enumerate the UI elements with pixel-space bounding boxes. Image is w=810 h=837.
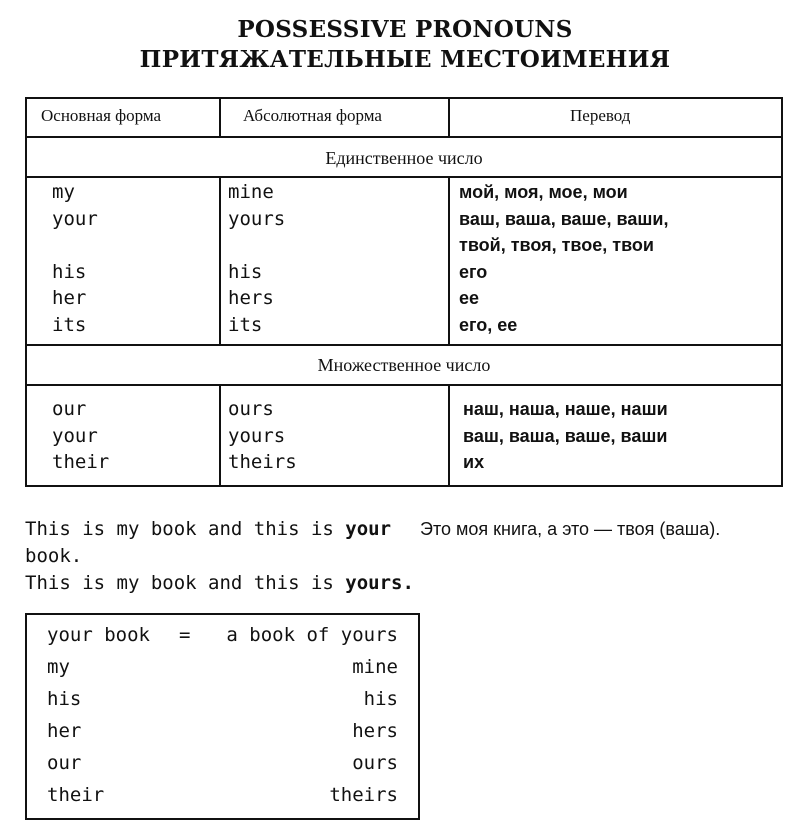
table-cell: our bbox=[52, 398, 87, 420]
singular-label: Единственное число bbox=[325, 148, 483, 168]
example-translation: Это моя книга, а это — твоя (ваша). bbox=[420, 519, 721, 539]
table-cell: your bbox=[52, 424, 98, 447]
plural-label: Множественное число bbox=[317, 355, 491, 375]
table-cell: ее bbox=[459, 288, 480, 308]
table-cell: its bbox=[52, 313, 87, 336]
box-right: his bbox=[363, 688, 398, 710]
box-left: their bbox=[47, 784, 105, 806]
singular-absolute-column bbox=[228, 179, 285, 338]
box-row bbox=[47, 624, 398, 656]
table-cell: mine bbox=[228, 181, 274, 203]
table-cell bbox=[52, 232, 98, 259]
example-bold-word: your bbox=[345, 518, 392, 540]
table-cell: theirs bbox=[228, 451, 297, 473]
box-left: your book bbox=[47, 624, 150, 646]
box-left: his bbox=[47, 688, 82, 710]
box-right: ours bbox=[352, 752, 398, 774]
table-cell: its bbox=[228, 313, 263, 336]
table-cell: его, ее bbox=[459, 314, 518, 335]
table-cell: ours bbox=[228, 398, 274, 420]
plural-basic-column bbox=[52, 396, 109, 476]
plural-absolute-column bbox=[228, 396, 297, 476]
section-divider bbox=[27, 384, 781, 386]
table-cell: his bbox=[52, 260, 87, 283]
table-cell: его bbox=[459, 261, 488, 282]
table-cell: your bbox=[52, 207, 98, 230]
table-cell: их bbox=[463, 452, 485, 472]
example-sentence-2 bbox=[25, 572, 414, 594]
table-cell: yours bbox=[228, 207, 286, 230]
table-cell: ваш, ваша, ваше, ваши, bbox=[459, 208, 669, 229]
box-left: our bbox=[47, 752, 82, 774]
table-cell: hers bbox=[228, 287, 274, 309]
page-title-russian: ПРИТЯЖАТЕЛЬНЫЕ МЕСТОИМЕНИЯ bbox=[139, 46, 671, 73]
box-row bbox=[47, 688, 398, 720]
example-text: This is my book and this is bbox=[25, 518, 346, 540]
section-divider bbox=[27, 176, 781, 178]
table-cell: наш, наша, наше, наши bbox=[463, 399, 668, 419]
pronouns-table bbox=[25, 97, 783, 487]
table-cell: твой, твоя, твое, твои bbox=[459, 235, 654, 255]
box-right: hers bbox=[352, 720, 398, 742]
box-row bbox=[47, 656, 398, 688]
header-basic-form: Основная форма bbox=[41, 106, 162, 125]
page-title-english: POSSESSIVE PRONOUNS bbox=[237, 16, 573, 43]
example-text: This is my book and this is bbox=[25, 572, 346, 594]
table-cell: yours bbox=[228, 424, 286, 447]
table-cell bbox=[228, 232, 285, 259]
equivalence-box bbox=[25, 613, 420, 820]
table-cell: мой, моя, мое, мои bbox=[459, 182, 628, 202]
box-right: theirs bbox=[329, 784, 398, 806]
example-sentence-1 bbox=[25, 518, 391, 540]
singular-basic-column bbox=[52, 179, 98, 338]
box-right: mine bbox=[352, 656, 398, 678]
table-cell: his bbox=[228, 260, 263, 283]
box-row bbox=[47, 752, 398, 784]
example-bold-word: yours. bbox=[345, 572, 414, 594]
table-cell: her bbox=[52, 287, 87, 309]
box-row bbox=[47, 720, 398, 752]
equals-sign: = bbox=[179, 624, 191, 646]
box-right: a book of yours bbox=[226, 624, 398, 646]
header-translation: Перевод bbox=[570, 106, 631, 125]
box-left: her bbox=[47, 720, 82, 742]
table-cell: my bbox=[52, 181, 75, 203]
header-absolute-form: Абсолютная форма bbox=[243, 106, 382, 125]
singular-translation-column bbox=[459, 179, 668, 338]
box-left: my bbox=[47, 656, 70, 678]
table-cell: ваш, ваша, ваше, ваши bbox=[463, 425, 668, 446]
example-sentence-1-continued: book. bbox=[25, 545, 83, 567]
box-row bbox=[47, 784, 398, 816]
table-cell: their bbox=[52, 451, 110, 473]
plural-translation-column bbox=[463, 396, 668, 476]
